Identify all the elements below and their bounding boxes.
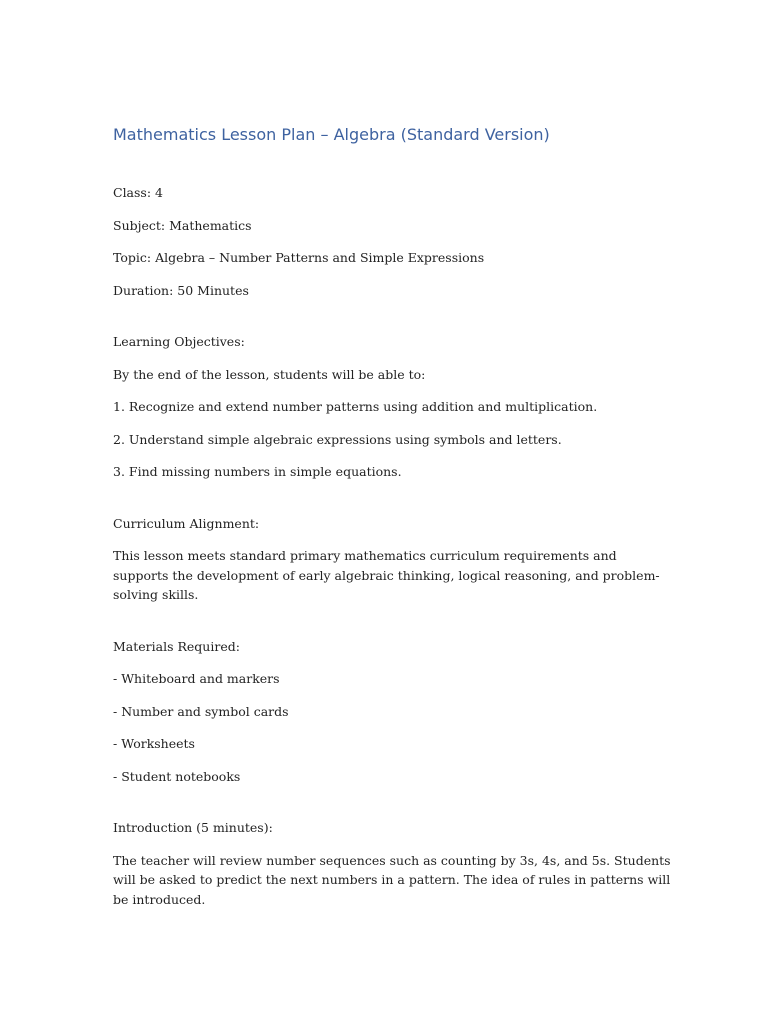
spacer [113, 313, 673, 332]
material-item: - Student notebooks [113, 768, 241, 784]
objectives-heading: Learning Objectives: [113, 334, 245, 349]
objectives-intro: By the end of the lesson, students will be able to: [113, 366, 426, 382]
materials-heading: Materials Required: [113, 638, 240, 654]
material-item: - Worksheets [113, 736, 195, 751]
material-item: - Whiteboard and markers [113, 671, 280, 686]
class-line: Class: 4 [113, 185, 163, 200]
spacer [113, 618, 673, 637]
topic-line: Topic: Algebra – Number Patterns and Simple Expressions [113, 250, 485, 265]
spacer [113, 799, 673, 818]
curriculum-body: This lesson meets standard primary mathematics curriculum requirements and supports the development of early algebraic thinking, logical reasoning, and problem-solving skills. [113, 548, 660, 602]
subject-line: Subject: Mathematics [113, 217, 252, 233]
document-title: Mathematics Lesson Plan – Algebra (Standard Version) [113, 125, 550, 144]
objective-item: 3. Find missing numbers in simple equations. [113, 464, 402, 479]
spacer [113, 495, 673, 514]
introduction-heading: Introduction (5 minutes): [113, 820, 273, 835]
objective-item: 2. Understand simple algebraic expressions using symbols and letters. [113, 431, 562, 447]
duration-line: Duration: 50 Minutes [113, 282, 249, 298]
curriculum-heading: Curriculum Alignment: [113, 515, 260, 531]
introduction-body: The teacher will review number sequences such as counting by 3s, 4s, and 5s. Students will be asked to predict the next numbers in a pattern. The idea of rules in patterns will be introduced. [113, 852, 671, 907]
document-page [113, 124, 673, 922]
objective-item: 1. Recognize and extend number patterns using addition and multiplication. [113, 399, 598, 414]
material-item: - Number and symbol cards [113, 703, 289, 719]
